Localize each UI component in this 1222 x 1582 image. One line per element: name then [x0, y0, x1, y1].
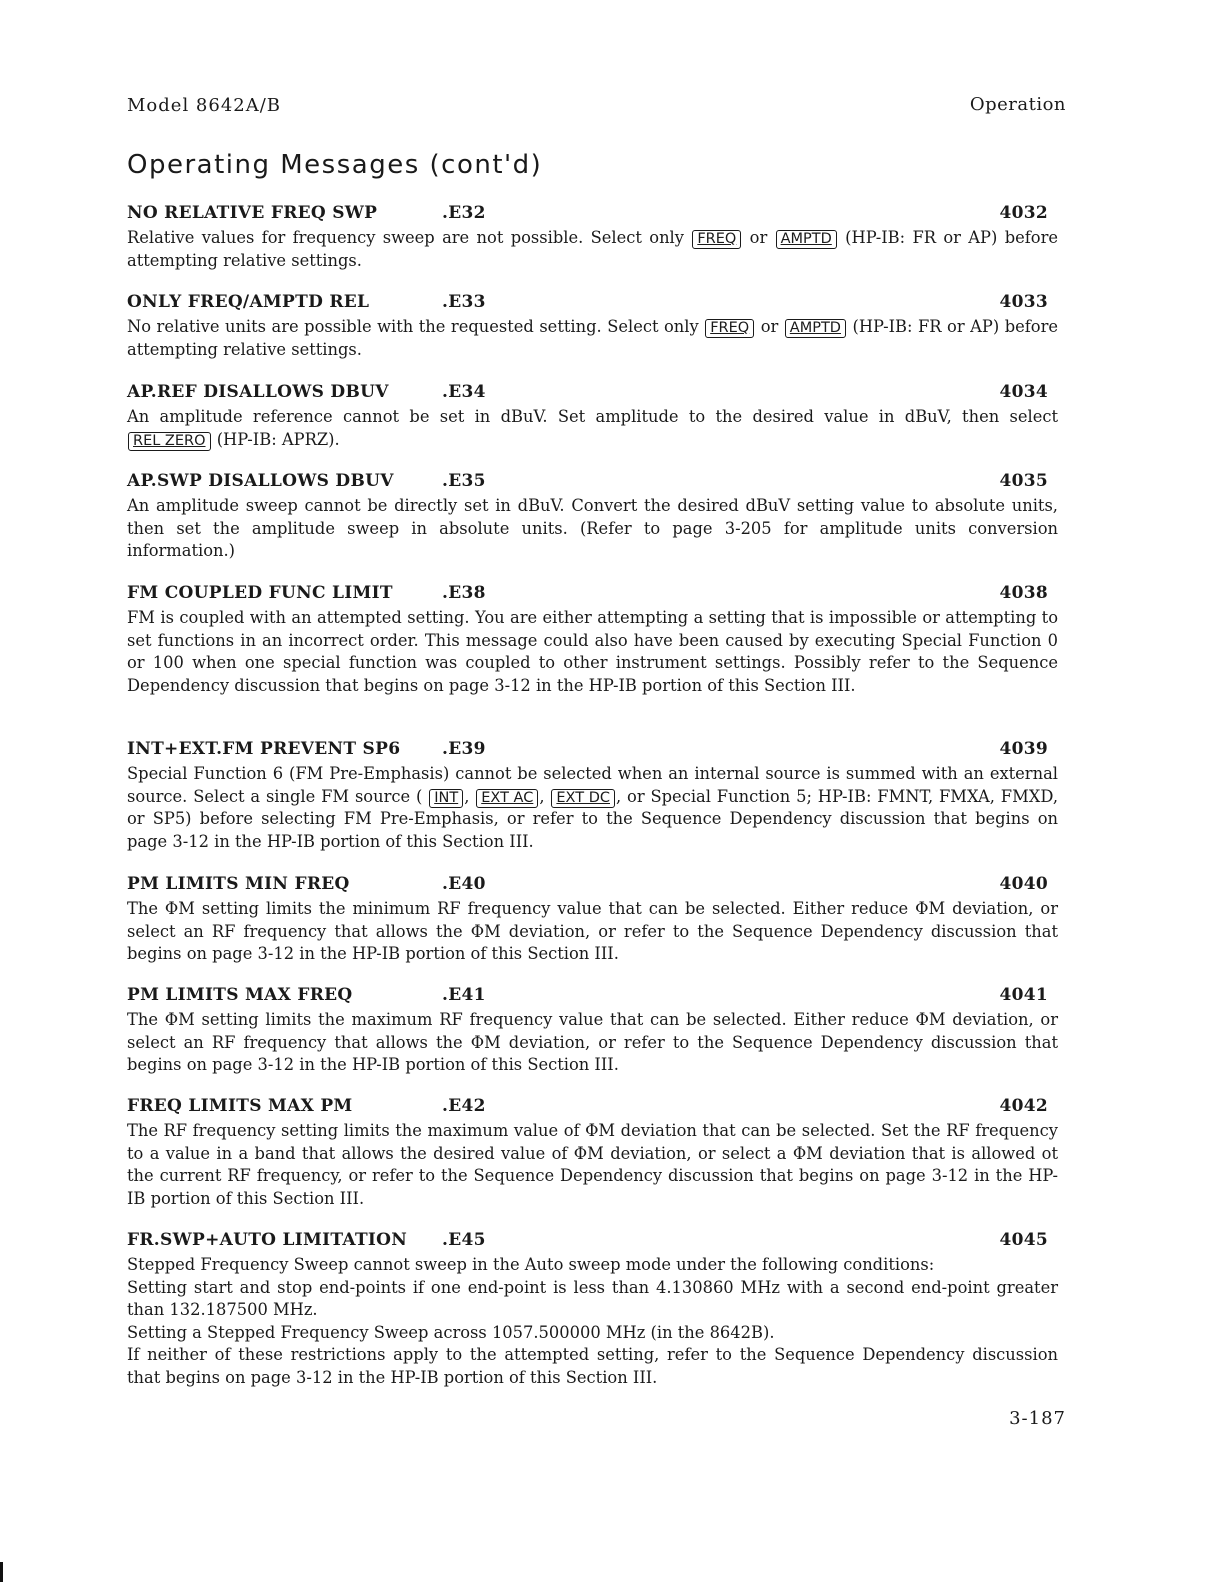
- message-code: .E34: [442, 382, 486, 402]
- message-number: 4045: [999, 1230, 1048, 1250]
- message-name: NO RELATIVE FREQ SWP: [127, 203, 378, 223]
- message-code: .E38: [442, 583, 486, 603]
- int-key-icon: INT: [429, 789, 463, 808]
- message-entry-e38: [127, 583, 1058, 697]
- message-entry-e33: [127, 292, 1058, 361]
- text-run: ,: [539, 786, 551, 806]
- rel-zero-key-icon: REL ZERO: [128, 432, 211, 451]
- message-header: [127, 471, 1058, 495]
- message-header: [127, 382, 1058, 406]
- ext-ac-key-icon: EXT AC: [476, 789, 538, 808]
- condition-line: If neither of these restrictions apply to the attempted setting, refer to the Sequence Dependency discussion that begins on page 3-12 in the HP-IB portion of this Section III.: [127, 1345, 1058, 1387]
- message-number: 4042: [999, 1096, 1048, 1116]
- amptd-key-icon: AMPTD: [785, 319, 846, 338]
- message-description: The ΦM setting limits the maximum RF frequency value that can be selected. Either reduce ΦM deviation, or select an RF frequency that allows the ΦM deviation, or refer to the Sequence Dependency discussion that begins on page 3-12 in the HP-IB portion of this Section III.: [127, 1010, 1058, 1074]
- message-name: FR.SWP+AUTO LIMITATION: [127, 1230, 408, 1250]
- text-run: or: [755, 317, 784, 336]
- message-entry-e39: [127, 739, 1058, 853]
- message-number: 4033: [999, 292, 1048, 312]
- message-entry-e35: [127, 471, 1058, 563]
- scan-edge-mark: [0, 1562, 3, 1582]
- message-number: 4038: [999, 583, 1048, 603]
- freq-key-icon: FREQ: [705, 319, 754, 338]
- message-entry-e34: [127, 382, 1058, 451]
- message-number: 4041: [999, 985, 1048, 1005]
- header-section: Operation: [969, 94, 1066, 115]
- message-number: 4039: [999, 739, 1048, 759]
- text-run: An amplitude reference cannot be set in dBuV. Set amplitude to the desired value in dBuV, then select: [127, 407, 1058, 426]
- text-run: (HP-IB: FR or AP) before attempting relative settings.: [127, 317, 1058, 359]
- header-model: Model 8642A/B: [127, 95, 282, 116]
- message-header: [127, 874, 1058, 898]
- freq-key-icon: FREQ: [692, 230, 741, 249]
- message-code: .E39: [442, 739, 486, 759]
- message-number: 4040: [999, 874, 1048, 894]
- message-description: [127, 227, 1058, 272]
- message-name: AP.REF DISALLOWS DBUV: [127, 382, 389, 402]
- text-run: Relative values for frequency sweep are not possible. Select only: [127, 228, 692, 247]
- message-number: 4034: [999, 382, 1048, 402]
- message-code: .E45: [442, 1230, 486, 1250]
- condition-line: Setting a Stepped Frequency Sweep across 1057.500000 MHz (in the 8642B).: [127, 1322, 775, 1342]
- message-code: .E33: [442, 292, 486, 312]
- message-code: .E35: [442, 471, 486, 491]
- message-description: [127, 763, 1058, 853]
- message-entry-e41: [127, 985, 1058, 1077]
- message-header: [127, 1096, 1058, 1120]
- condition-line: Setting start and stop end-points if one end-point is less than 4.130860 MHz with a second end-point greater than 132.187500 MHz.: [127, 1277, 1058, 1319]
- message-name: ONLY FREQ/AMPTD REL: [127, 292, 370, 312]
- message-header: [127, 292, 1058, 316]
- message-code: .E42: [442, 1096, 486, 1116]
- message-header: [127, 739, 1058, 763]
- text-run: (HP-IB: APRZ).: [211, 429, 340, 449]
- message-entry-e42: [127, 1096, 1058, 1210]
- message-number: 4032: [999, 203, 1048, 223]
- message-entry-e32: [127, 203, 1058, 272]
- text-run: No relative units are possible with the requested setting. Select only: [127, 317, 705, 336]
- message-name: FREQ LIMITS MAX PM: [127, 1096, 353, 1116]
- message-code: .E32: [442, 203, 486, 223]
- amptd-key-icon: AMPTD: [776, 230, 837, 249]
- page-title: Operating Messages (cont'd): [127, 150, 543, 180]
- page-number: 3-187: [1009, 1408, 1066, 1429]
- message-name: PM LIMITS MIN FREQ: [127, 874, 350, 894]
- message-entry-e45: [127, 1230, 1058, 1389]
- message-header: [127, 583, 1058, 607]
- message-header: [127, 985, 1058, 1009]
- message-name: FM COUPLED FUNC LIMIT: [127, 583, 393, 603]
- message-name: INT+EXT.FM PREVENT SP6: [127, 739, 401, 759]
- message-description: An amplitude sweep cannot be directly set in dBuV. Convert the desired dBuV setting value to absolute units, then set the amplitude sweep in absolute units. (Refer to page 3-205 for amplitude units conversion information.): [127, 496, 1058, 560]
- message-header: [127, 203, 1058, 227]
- message-entry-e40: [127, 874, 1058, 966]
- message-description: The RF frequency setting limits the maximum value of ΦM deviation that can be selected. Set the RF frequency to a value in a band that allows the desired value of ΦM deviation, or select a ΦM deviation that is allowed ot the current RF frequency, or refer to the Sequence Dependency discussion that begins on page 3-12 in the HP-IB portion of this Section III.: [127, 1121, 1058, 1208]
- message-description: [127, 316, 1058, 361]
- message-description: The ΦM setting limits the minimum RF frequency value that can be selected. Either reduce ΦM deviation, or select an RF frequency that allows the ΦM deviation, or refer to the Sequence Dependency discussion that begins on page 3-12 in the HP-IB portion of this Section III.: [127, 899, 1058, 963]
- message-name: PM LIMITS MAX FREQ: [127, 985, 353, 1005]
- message-description: [127, 406, 1058, 451]
- text-run: Special Function 6 (FM Pre-Emphasis) cannot be selected when an internal source is summed with an external source. Select a single FM source (: [127, 764, 1058, 806]
- message-name: AP.SWP DISALLOWS DBUV: [127, 471, 394, 491]
- ext-dc-key-icon: EXT DC: [551, 789, 615, 808]
- message-header: [127, 1230, 1058, 1254]
- text-run: (HP-IB: FR or AP) before attempting relative settings.: [127, 228, 1059, 270]
- text-run: , or Special Function 5; HP-IB: FMNT, FMXA, FMXD, or SP5) before selecting FM Pre-Emphasis, or refer to the Sequence Dependency discussion that begins on page 3-12 in the HP-IB portion of this Section III.: [127, 786, 1058, 851]
- message-description: [127, 1254, 1058, 1389]
- message-code: .E40: [442, 874, 486, 894]
- text-run: or: [742, 228, 775, 247]
- condition-line: Stepped Frequency Sweep cannot sweep in the Auto sweep mode under the following conditions:: [127, 1255, 935, 1274]
- text-run: ,: [464, 786, 476, 806]
- message-number: 4035: [999, 471, 1048, 491]
- message-code: .E41: [442, 985, 486, 1005]
- message-description: FM is coupled with an attempted setting. You are either attempting a setting that is impossible or attempting to set functions in an incorrect order. This message could also have been caused by executing Special Function 0 or 100 when one special function was coupled to other instrument settings. Possibly refer to the Sequence Dependency discussion that begins on page 3-12 in the HP-IB portion of this Section III.: [127, 608, 1058, 695]
